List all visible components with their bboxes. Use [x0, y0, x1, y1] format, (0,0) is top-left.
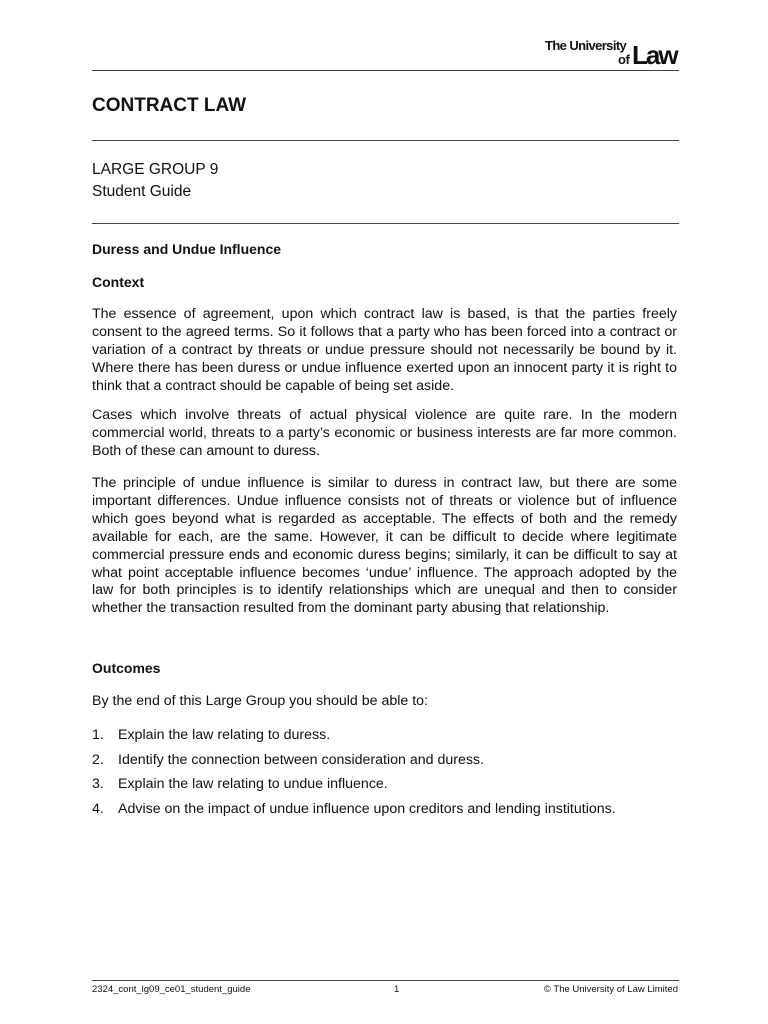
item-number: 2.	[92, 751, 104, 768]
logo-text-law: Law	[632, 40, 677, 70]
item-number: 3.	[92, 776, 104, 792]
item-text: Explain the law relating to undue influence.	[118, 776, 388, 792]
list-item	[92, 775, 677, 800]
context-paragraph-2: Cases which involve threats of actual physical violence are quite rare. In the modern commercial world, threats to a party’s economic or business interests are far more common. Both of these can amount to duress.	[92, 407, 677, 459]
item-number: 1.	[92, 727, 104, 743]
guide-label: Student Guide	[92, 183, 192, 200]
list-item	[92, 751, 677, 776]
document-title: CONTRACT LAW	[92, 95, 247, 116]
title-divider	[92, 140, 679, 141]
outcomes-list	[92, 726, 677, 824]
outcomes-intro: By the end of this Large Group you should be able to:	[92, 693, 428, 709]
footer-divider	[92, 980, 679, 981]
topic-heading: Duress and Undue Influence	[92, 241, 282, 257]
university-logo	[540, 38, 690, 68]
footer-page-number: 1	[394, 984, 400, 995]
footer-copyright: © The University of Law Limited	[543, 984, 678, 995]
logo-text-of: of	[618, 52, 630, 67]
item-number: 4.	[92, 800, 104, 817]
logo-text-university: The University	[545, 38, 627, 53]
footer-document-code: 2324_cont_lg09_ce01_student_guide	[92, 984, 251, 995]
context-heading: Context	[92, 274, 145, 290]
item-text: Explain the law relating to duress.	[118, 727, 331, 743]
header-divider	[92, 70, 679, 71]
item-text: Advise on the impact of undue influence upon creditors and lending institutions.	[118, 800, 616, 817]
outcomes-heading: Outcomes	[92, 660, 161, 676]
context-paragraph-3: The principle of undue influence is similar to duress in contract law, but there are some important differences. Undue influence consists not of threats or violence but of influence which goes beyond what is regarded as acceptable. The effects of both and the remedy available for each, are the same. However, it can be difficult to decide where legitimate commercial pressure ends and economic duress begins; similarly, it can be difficult to say at what point acceptable influence becomes ‘undue’ influence. The approach adopted by the law for both principles is to identify relationships which are unequal and then to consider whether the transaction resulted from the dominant party abusing that relationship.	[92, 475, 677, 617]
list-item	[92, 800, 677, 825]
context-paragraph-1: The essence of agreement, upon which contract law is based, is that the parties freely consent to the agreed terms. So it follows that a party who has been forced into a contract or variation of a contract by threats or undue pressure should not necessarily be bound by it. Where there has been duress or undue influence exerted upon an innocent party it is right to think that a contract should be capable of being set aside.	[92, 306, 677, 394]
list-item	[92, 726, 677, 751]
item-text: Identify the connection between consideration and duress.	[118, 751, 484, 768]
subtitle-divider	[92, 223, 679, 224]
group-label: LARGE GROUP 9	[92, 161, 219, 178]
